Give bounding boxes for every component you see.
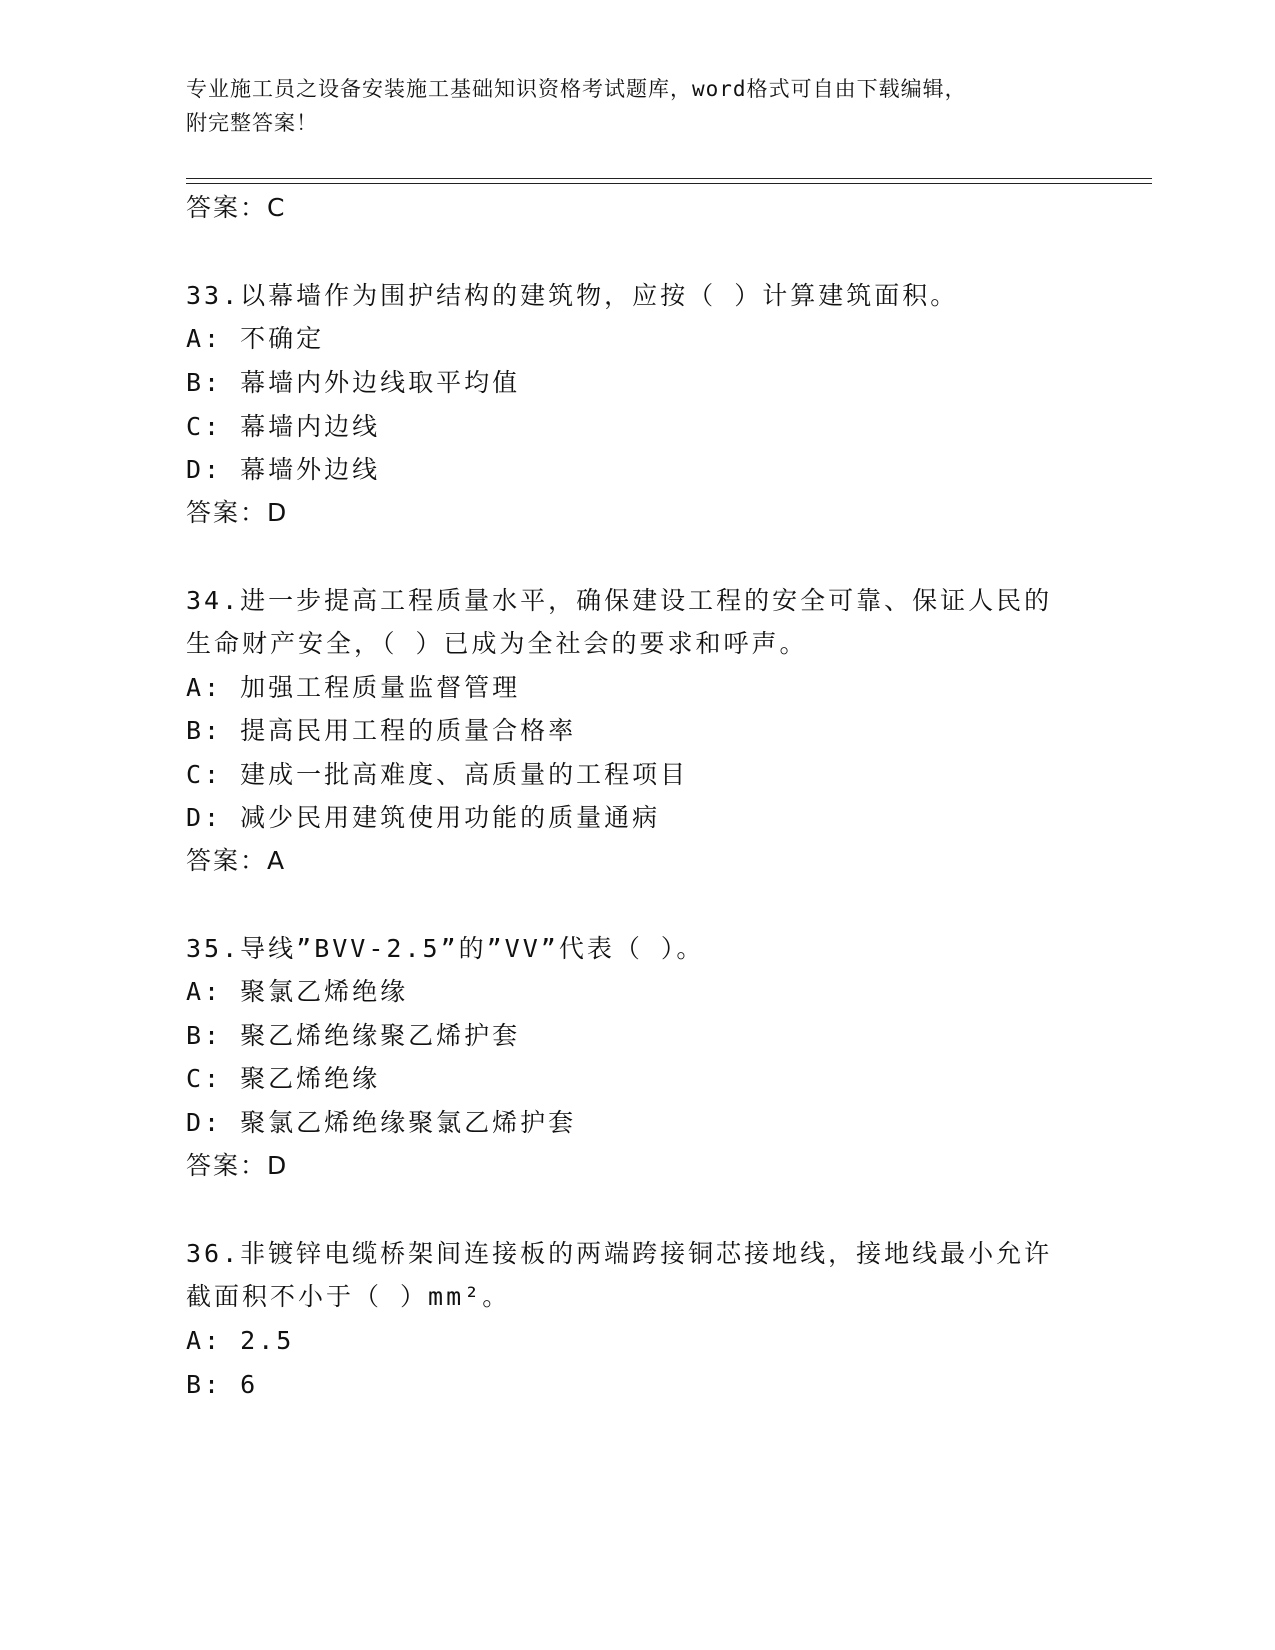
question-35-option-a: A: 聚氯乙烯绝缘 (186, 977, 409, 1006)
question-35-option-d: D: 聚氯乙烯绝缘聚氯乙烯护套 (186, 1108, 577, 1137)
question-36-stem-line-1: 36.非镀锌电缆桥架间连接板的两端跨接铜芯接地线，接地线最小允许 (186, 1239, 1053, 1268)
question-34-answer: 答案：A (186, 846, 287, 875)
question-34-stem-line-1: 34.进一步提高工程质量水平，确保建设工程的安全可靠、保证人民的 (186, 586, 1053, 615)
question-34-option-b: B: 提高民用工程的质量合格率 (186, 716, 577, 745)
question-35-option-c: C: 聚乙烯绝缘 (186, 1064, 381, 1093)
question-35-option-b: B: 聚乙烯绝缘聚乙烯护套 (186, 1021, 521, 1050)
answer-32: 答案：C (186, 193, 287, 222)
header-line-1: 专业施工员之设备安装施工基础知识资格考试题库，word格式可自由下载编辑， (186, 77, 967, 101)
header-divider-bottom (186, 183, 1152, 184)
question-35-stem: 35.导线”BVV-2.5”的”VV”代表（ ）。 (186, 934, 705, 963)
header-line-2: 附完整答案！ (186, 111, 318, 135)
question-33-option-c: C: 幕墙内边线 (186, 412, 381, 441)
question-33-option-d: D: 幕墙外边线 (186, 455, 381, 484)
question-36-option-b: B: 6 (186, 1370, 259, 1399)
question-34-option-a: A: 加强工程质量监督管理 (186, 673, 521, 702)
question-34-option-d: D: 减少民用建筑使用功能的质量通病 (186, 803, 661, 832)
question-36-option-a: A: 2.5 (186, 1326, 295, 1355)
question-35-answer: 答案：D (186, 1151, 289, 1180)
question-33-option-b: B: 幕墙内外边线取平均值 (186, 368, 521, 397)
question-33-stem: 33.以幕墙作为围护结构的建筑物，应按（ ）计算建筑面积。 (186, 281, 959, 310)
document-header (186, 72, 1066, 140)
question-34-option-c: C: 建成一批高难度、高质量的工程项目 (186, 760, 689, 789)
question-34-stem-line-2: 生命财产安全，（ ）已成为全社会的要求和呼声。 (186, 629, 808, 658)
header-divider-top (186, 178, 1152, 179)
question-36-stem-line-2: 截面积不小于（ ）mm²。 (186, 1282, 511, 1311)
question-33-answer: 答案：D (186, 498, 289, 527)
question-33-option-a: A: 不确定 (186, 324, 325, 353)
